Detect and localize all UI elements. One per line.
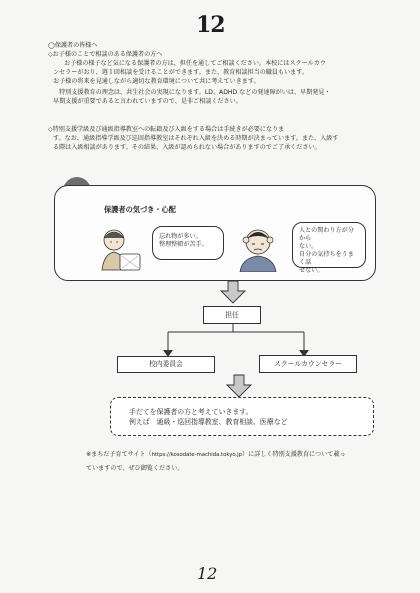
paragraph-line: す。なお、通級指導学級及び巡回指導教室はそれぞれ入級を決める時期が決まっています。また、入級す — [53, 135, 339, 142]
bubble-text: 整理整頓が苦手。 — [159, 241, 208, 248]
support-plan-line: 手だてを保護者の方と考えていきます。 — [129, 408, 253, 416]
heading-guardians: ◯保護者の皆様へ — [48, 42, 98, 49]
page-number-top: 12 — [196, 12, 225, 38]
website-note — [86, 448, 416, 475]
social-speech-bubble — [292, 222, 366, 274]
support-plan-line: 例えば 通級・巡回指導教室、教育相談、医療など — [129, 418, 288, 426]
paragraph-line: る際は入級相談があります。その結果、入級が認められない場合がありますのでご了承ください。 — [53, 144, 321, 151]
forgetful-speech-bubble — [152, 226, 224, 260]
bubble-text: 自分の気持ちをうまく話 — [299, 251, 354, 266]
bubble-text: せない。 — [299, 267, 324, 274]
paragraph-line: 早期支援が重要であると言われていますので、是非ご相談ください。 — [53, 98, 242, 105]
down-arrow-icon — [226, 374, 252, 398]
down-arrow-icon — [220, 280, 246, 304]
bubble-text: 人との関わり方が分から — [299, 227, 354, 242]
school-committee-box: 校内委員会 — [117, 356, 215, 373]
page-number-bottom: 12 — [197, 564, 218, 583]
note-prefix: ※まちだ子育てサイト（ — [86, 451, 152, 458]
note-suffix: ）に詳しく特別支援教育について載っ — [242, 451, 346, 458]
paragraph-line: お子様の将来を見通しながら適切な教育環境について共に考えていきます。 — [53, 78, 260, 85]
school-counselor-box: スクールカウンセラー — [259, 355, 357, 373]
bubble-text: ない。 — [299, 243, 318, 250]
bubble-text: 忘れ物が多い。 — [159, 233, 202, 240]
paragraph-line: 特別支援教育の理念は、共生社会の実現になります。LD、ADHD などの発達障がいは、早期発見・ — [53, 89, 331, 96]
paragraph-line: お子様の様子など気になる保護者の方は、担任を通してご相談ください。本校にはスクールカウ — [64, 60, 326, 67]
branch-arrows-icon — [150, 322, 320, 358]
concern-title: 保護者の気づき・心配 — [104, 205, 176, 214]
child-troubled-icon — [234, 226, 282, 272]
support-plan-box — [110, 397, 374, 436]
paragraph-line: ンセラーがおり、週１回相談を受けることができます。また、教育相談担当の職員もいます。 — [53, 69, 308, 76]
heading-consultation: ◇お子様のことで相談のある保護者の方へ — [48, 51, 163, 58]
homeroom-teacher-box: 担任 — [203, 306, 261, 324]
child-searching-bag-icon — [98, 226, 146, 272]
paragraph-line: ◇特別支援学級及び通級指導教室への転籍及び入級をする場合は手続きが必要になりま — [48, 126, 285, 133]
note-line: ていますので、ぜひ御覧ください。 — [86, 465, 184, 472]
website-link[interactable]: https://kosodate-machida.tokyo.jp — [151, 452, 243, 458]
